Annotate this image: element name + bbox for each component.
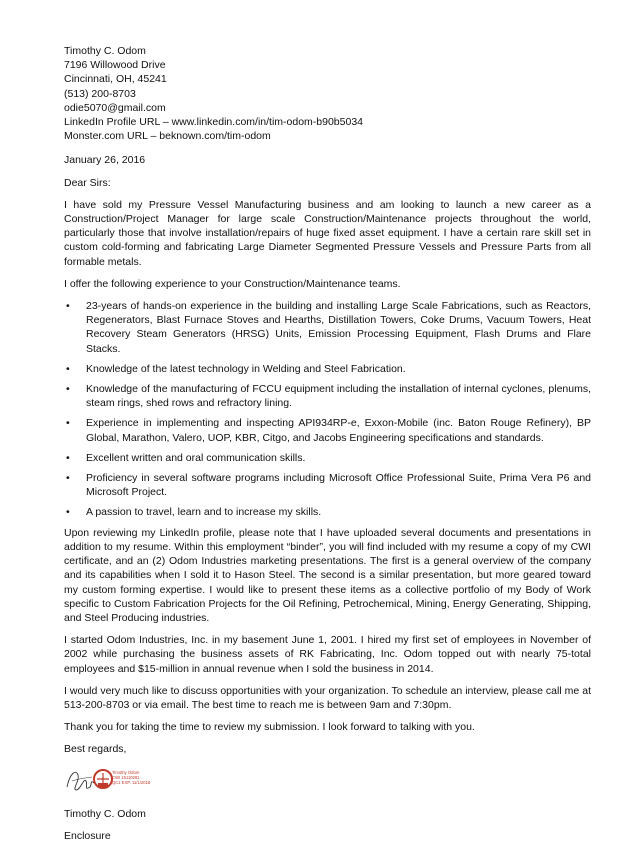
- sender-linkedin: LinkedIn Profile URL – www.linkedin.com/in/tim-odom-b90b5034: [64, 116, 364, 129]
- list-item: [64, 451, 591, 465]
- bullet-icon: •: [66, 362, 70, 375]
- list-item-text: Experience in implementing and inspecting API934RP-e, Exxon-Mobile (inc. Baton Rouge Refinery), BP Global, Marathon, Valero, UOP, KBR, Citgo, and Jacobs Engineering specifications and standards.: [86, 417, 591, 444]
- list-item: [64, 505, 591, 519]
- paragraph-linkedin: Upon reviewing my LinkedIn profile, please note that I have uploaded several documents and presentations in addition to my resume. Within this employment “binder”, you will find included with my resume a copy of my CWI certificate, and an (2) Odom Industries marketing presentations. The first is a general overview of the company and its capabilities when I sold it to Hason Steel. The second is a similar presentation, but more geared toward my custom forming expertise. I would like to present these items as a collective portfolio of my Body of Work specific to Custom Fabrication Projects for the Oil Refining, Petrochemical, Mining, Energy Generating, Shipping, and Steel Producing industries.: [64, 526, 591, 624]
- sender-city: Cincinnati, OH, 45241: [64, 73, 167, 86]
- bullet-icon: •: [66, 417, 70, 430]
- list-item-text: Knowledge of the manufacturing of FCCU equipment including the installation of internal cyclones, plenums, steam rings, shed rows and refractory lining.: [86, 383, 591, 410]
- enclosure-note: Enclosure: [64, 829, 111, 842]
- sender-address-block: [64, 44, 591, 143]
- list-item-text: Knowledge of the latest technology in Welding and Steel Fabrication.: [86, 362, 406, 375]
- signoff-name: Timothy C. Odom: [64, 807, 146, 820]
- sender-phone: (513) 200-8703: [64, 87, 136, 100]
- stamp-line: Timothy Odom: [112, 769, 140, 775]
- paragraph-history: I started Odom Industries, Inc. in my basement June 1, 2001. I hired my first set of employees in November of 2002 while purchasing the business assets of RK Fabricating, Inc. Odom topped out with nearly 75-total employees and $15-million in annual revenue when I sold the business in 2014.: [64, 634, 591, 675]
- bullet-icon: •: [66, 506, 70, 519]
- list-item: [64, 382, 591, 410]
- bullet-icon: •: [66, 451, 70, 464]
- list-item-text: A passion to travel, learn and to increase my skills.: [86, 506, 322, 519]
- signature-with-stamp: [64, 763, 591, 797]
- bullet-icon: •: [66, 300, 70, 313]
- sender-monster: Monster.com URL – beknown.com/tim-odom: [64, 130, 271, 143]
- sender-email: odie5070@gmail.com: [64, 101, 166, 114]
- list-item: [64, 362, 591, 376]
- letter-date: January 26, 2016: [64, 154, 146, 167]
- sender-name: Timothy C. Odom: [64, 45, 146, 57]
- paragraph-interview: I would very much like to discuss opportunities with your organization. To schedule an interview, please call me at 513-200-8703 or via email. The best time to reach me is between 9am and 7:30pm.: [64, 684, 591, 711]
- stamp-line: CWI 15110291: [112, 774, 140, 780]
- closing: Best regards,: [64, 743, 127, 756]
- stamp-text: [112, 770, 150, 785]
- sender-street: 7196 Willowood Drive: [64, 59, 166, 72]
- paragraph-intro: I have sold my Pressure Vessel Manufacturing business and am looking to launch a new career as a Construction/Project Manager for large scale Construction/Maintenance projects throughout the world, particularly those that involve installation/repairs of huge fixed asset equipment. I have a certain rare skill set in custom cold-forming and fabricating Large Diameter Segmented Pressure Vessels and Pressure Parts from all formable metals.: [64, 198, 591, 268]
- list-item-text: 23-years of hands-on experience in the building and installing Large Scale Fabrications, such as Reactors, Regenerators, Blast Furnace Stoves and Hearths, Distillation Towers, Coke Drums, Vacuum Towers, Heat Recovery Steam Generators (HRSG) Units, Emission Processing Equipment, Flash Drums and Flare Stacks.: [86, 300, 591, 355]
- list-item: [64, 299, 591, 356]
- cover-letter: [64, 44, 591, 843]
- list-item: [64, 471, 591, 499]
- salutation: Dear Sirs:: [64, 176, 111, 189]
- list-item-text: Proficiency in several software programs including Microsoft Office Professional Suite, Prima Vera P6 and Microsoft Project.: [86, 472, 591, 499]
- stamp-line: QC1 EXP. 11/1/2018: [112, 779, 151, 785]
- list-item: [64, 416, 591, 444]
- experience-list: [64, 299, 591, 520]
- paragraph-offer: I offer the following experience to your Construction/Maintenance teams.: [64, 277, 401, 290]
- bullet-icon: •: [66, 383, 70, 396]
- paragraph-thanks: Thank you for taking the time to review my submission. I look forward to talking with you.: [64, 721, 475, 734]
- list-item-text: Excellent written and oral communication skills.: [86, 451, 306, 464]
- bullet-icon: •: [66, 472, 70, 485]
